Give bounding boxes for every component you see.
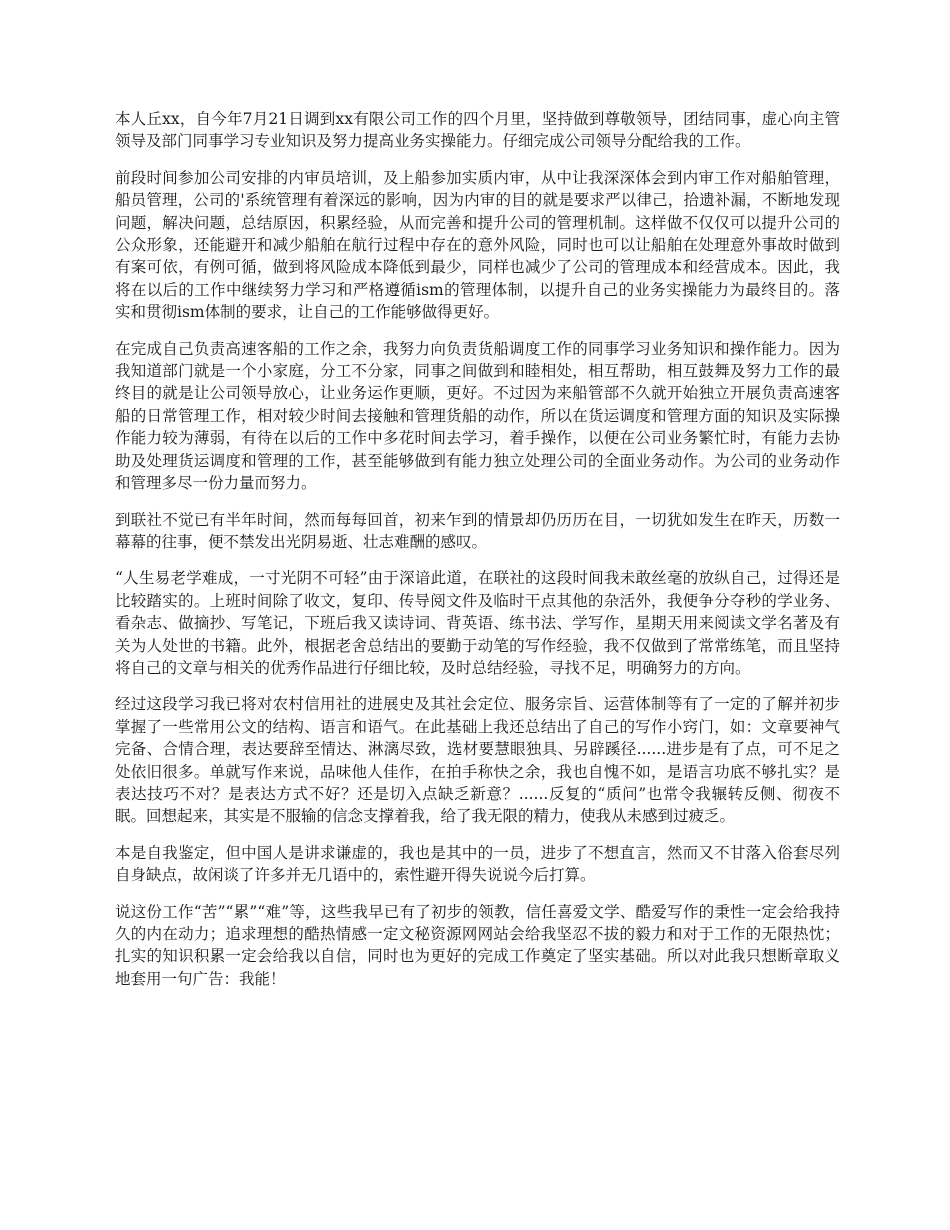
paragraph-3: 在完成自己负责高速客船的工作之余，我努力向负责货船调度工作的同事学习业务知识和操作能力。因为我知道部门就是一个小家庭，分工不分家，同事之间做到和睦相处，相互帮助，相互鼓舞及努力工作的最终目的就是让公司领导放心，让业务运作更顺，更好。不过因为来船管部不久就开始独立开展负责高速客船的日常管理工作，相对较少时间去接触和管理货船的动作，所以在货运调度和管理方面的知识及实际操作能力较为薄弱，有待在以后的工作中多花时间去学习，着手操作，以便在公司业务繁忙时，有能力去协助及处理货运调度和管理的工作，甚至能够做到有能力独立处理公司的全面业务动作。为公司的业务动作和管理多尽一份力量而努力。 <box>115 339 840 493</box>
document-body <box>115 108 840 1004</box>
paragraph-5: “人生易老学难成，一寸光阴不可轻”由于深谙此道，在联社的这段时间我未敢丝毫的放纵自己，过得还是比较踏实的。上班时间除了收文，复印、传导阅文件及临时干点其他的杂活外，我便争分夺秒的学业务、看杂志、做摘抄、写笔记，下班后我又读诗词、背英语、练书法、学写作，星期天用来阅读文学名著及有关为人处世的书籍。此外，根据老舍总结出的要勤于动笔的写作经验，我不仅做到了常常练笔，而且坚持将自己的文章与相关的优秀作品进行仔细比较，及时总结经验，寻找不足，明确努力的方向。 <box>115 569 840 677</box>
paragraph-4: 到联社不觉已有半年时间，然而每每回首，初来乍到的情景却仍历历在目，一切犹如发生在昨天，历数一幕幕的往事，便不禁发出光阴易逝、壮志难酬的感叹。 <box>115 510 840 551</box>
paragraph-8: 说这份工作“苦”“累”“难”等，这些我早已有了初步的领教，信任喜爱文学、酷爱写作的秉性一定会给我持久的内在动力；追求理想的酷热情感一定文秘资源网网站会给我坚忍不拔的毅力和对于工作的无限热忱；扎实的知识积累一定会给我以自信，同时也为更好的完成工作奠定了坚实基础。所以对此我只想断章取义地套用一句广告：我能！ <box>115 902 840 988</box>
paragraph-2: 前段时间参加公司安排的内审员培训，及上船参加实质内审，从中让我深深体会到内审工作对船舶管理，船员管理，公司的'系统管理有着深远的影响，因为内审的目的就是要求严以律己，拾遗补漏，不断地发现问题，解决问题，总结原因，积累经验，从而完善和提升公司的管理机制。这样做不仅仅可以提升公司的公众形象，还能避开和减少船舶在航行过程中存在的意外风险，同时也可以让船舶在处理意外事故时做到有案可依，有例可循，做到将风险成本降低到最少，同样也减少了公司的管理成本和经营成本。因此，我将在以后的工作中继续努力学习和严格遵循ism的管理体制，以提升自己的业务实操能力为最终目的。落实和贯彻ism体制的要求，让自己的工作能够做得更好。 <box>115 168 840 322</box>
paragraph-6: 经过这段学习我已将对农村信用社的进展史及其社会定位、服务宗旨、运营体制等有了一定的了解并初步掌握了一些常用公文的结构、语言和语气。在此基础上我还总结出了自己的写作小窍门，如：文章要神气完备、合情合理，表达要辞至情达、淋漓尽致，选材要慧眼独具、另辟蹊径......进步是有了点，可不足之处依旧很多。单就写作来说，品味他人佳作，在拍手称快之余，我也自愧不如，是语言功底不够扎实？是表达技巧不对？是表达方式不好？还是切入点缺乏新意？......反复的“质问”也常令我辗转反侧、彻夜不眠。回想起来，其实是不服输的信念支撑着我，给了我无限的精力，使我从未感到过疲乏。 <box>115 695 840 826</box>
paragraph-1: 本人丘xx，自今年7月21日调到xx有限公司工作的四个月里，坚持做到尊敬领导，团结同事，虚心向主管领导及部门同事学习专业知识及努力提高业务实操能力。仔细完成公司领导分配给我的工作。 <box>115 110 840 151</box>
paragraph-7: 本是自我鉴定，但中国人是讲求谦虚的，我也是其中的一员，进步了不想直言，然而又不甘落入俗套尽列自身缺点，故闲谈了许多并无几语中的，索性避开得失说说今后打算。 <box>115 843 840 885</box>
